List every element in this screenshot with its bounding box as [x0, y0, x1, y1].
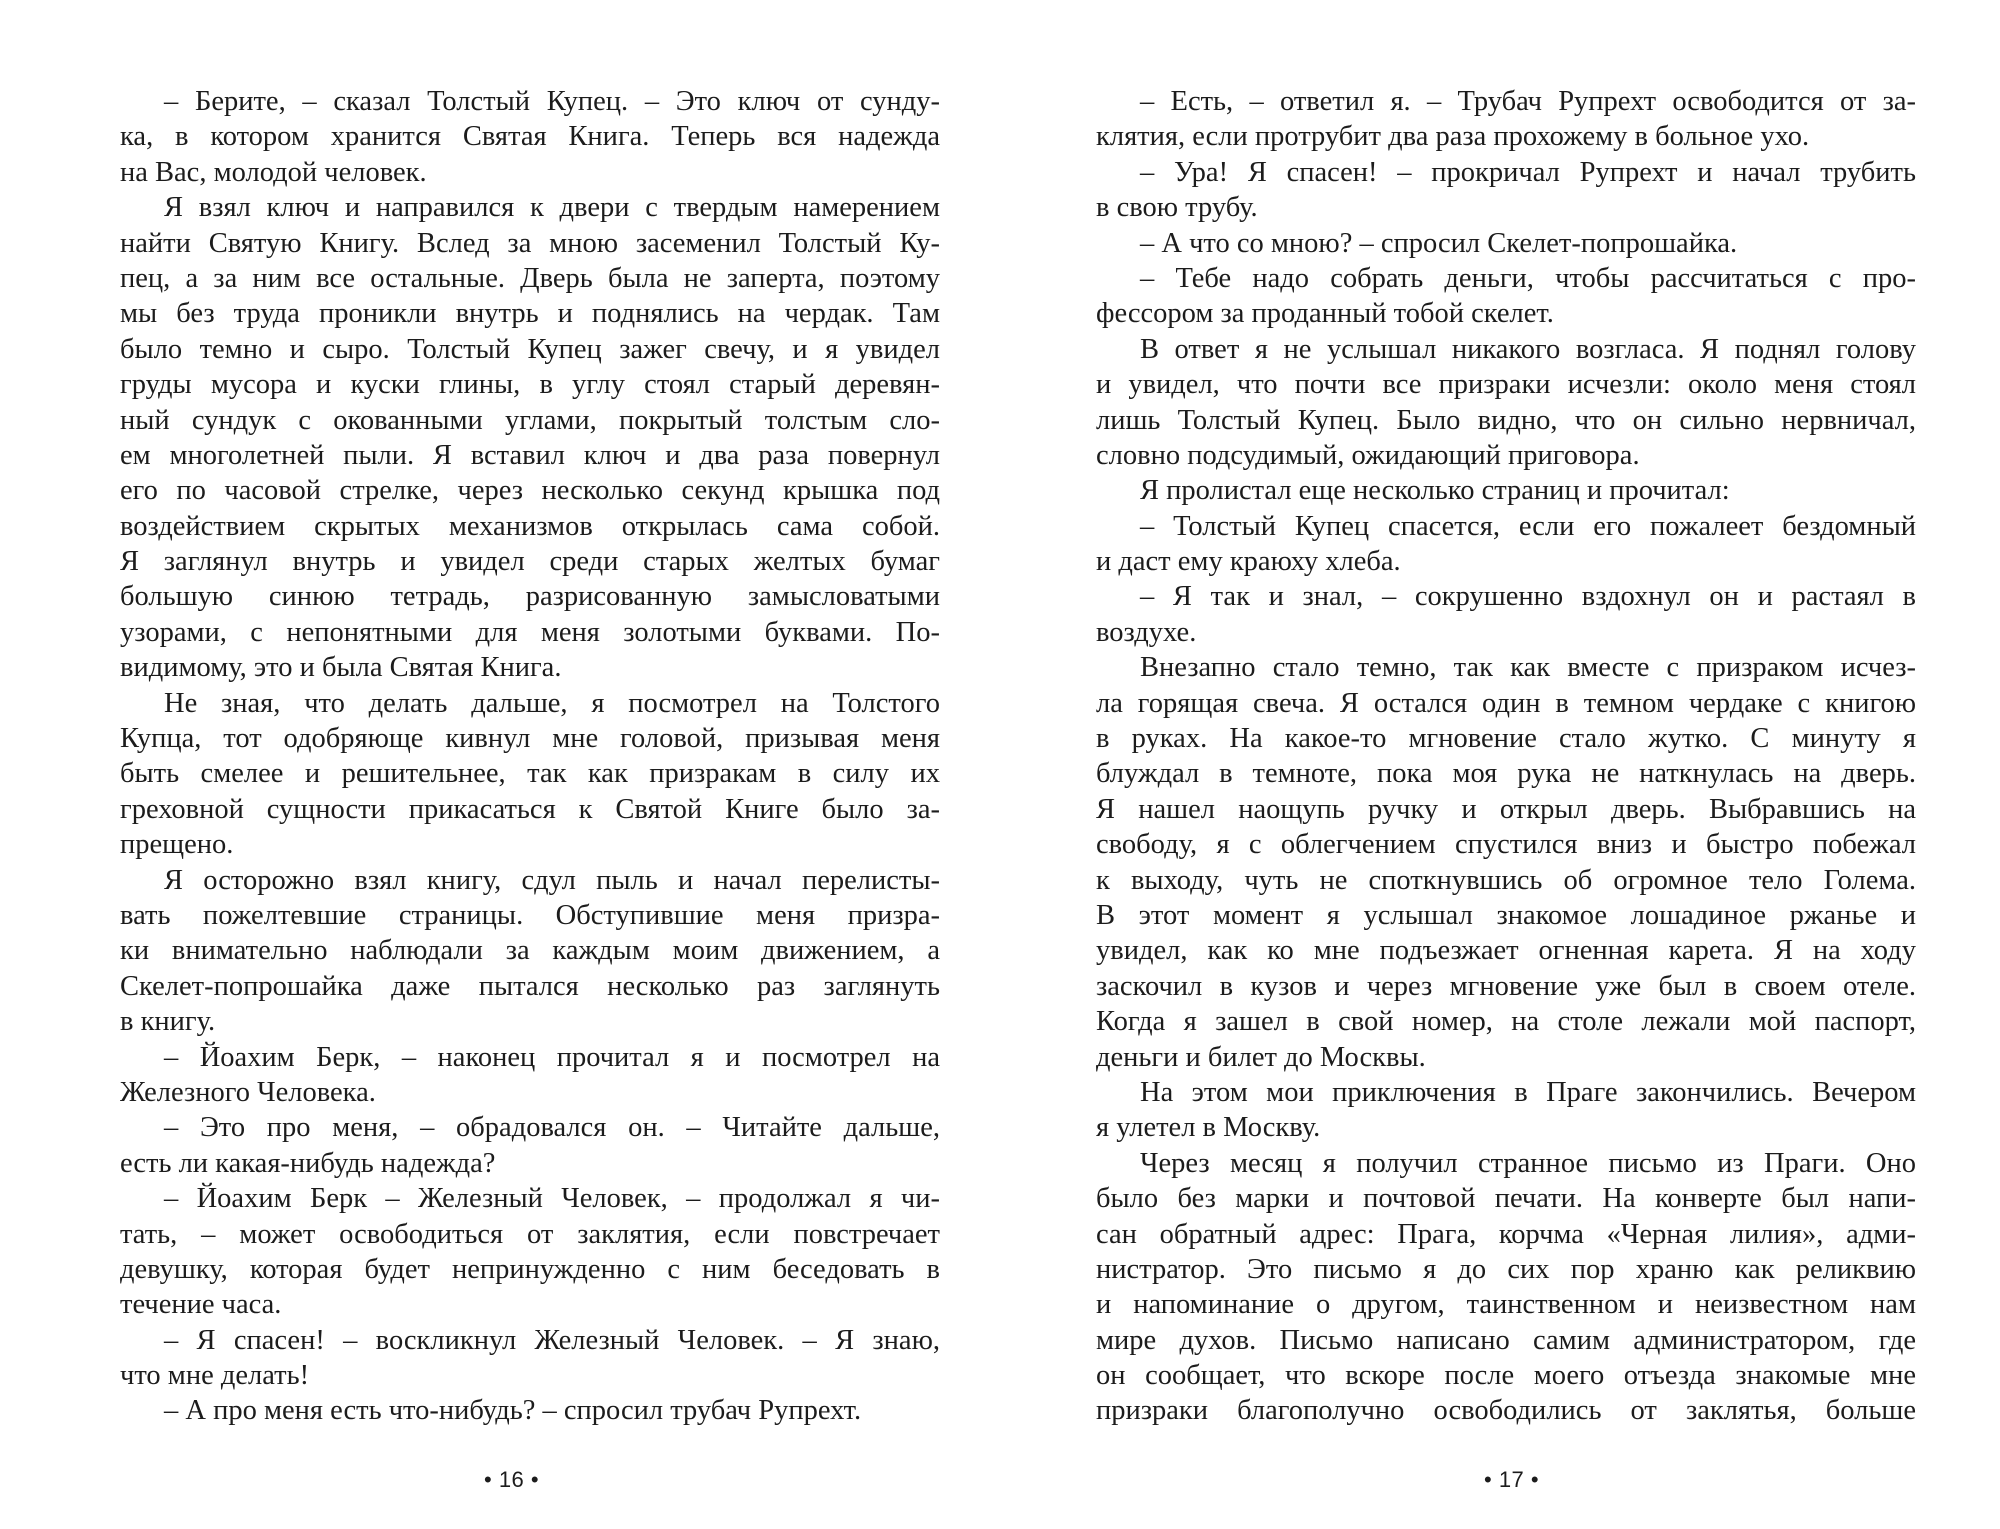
text-line: ла горящая свеча. Я остался один в темном чердаке с книгою — [1096, 687, 1916, 719]
text-line: – А про меня есть что-нибудь? – спросил трубач Рупрехт. — [164, 1395, 862, 1427]
text-line: и напоминание о другом, таинственном и неизвестном нам — [1096, 1289, 1916, 1321]
text-line: в свою трубу. — [1096, 192, 1258, 224]
text-line: ка, в котором хранится Святая Книга. Теперь вся надежда — [120, 121, 940, 153]
text-line: и даст ему краюху хлеба. — [1096, 546, 1401, 578]
text-line: – Йоахим Берк, – наконец прочитал я и посмотрел на — [164, 1041, 940, 1073]
text-line: сан обратный адрес: Прага, корчма «Черная лилия», адми- — [1096, 1218, 1916, 1250]
text-line: он сообщает, что вскоре после моего отъезда знакомые мне — [1096, 1360, 1916, 1392]
text-line: – Я спасен! – воскликнул Железный Человек. – Я знаю, — [164, 1324, 940, 1356]
text-line: Я осторожно взял книгу, сдул пыль и начал перелисты- — [164, 864, 940, 896]
text-line: мире духов. Письмо написано самим администратором, где — [1096, 1324, 1916, 1356]
text-line: быть смелее и решительнее, так как призракам в силу их — [120, 758, 940, 790]
text-line: видимому, это и была Святая Книга. — [120, 652, 562, 684]
text-line: воздействием скрытых механизмов открылась сама собой. — [120, 510, 940, 542]
right-page-text — [1096, 84, 1916, 1429]
text-line: Я заглянул внутрь и увидел среди старых желтых бумаг — [120, 546, 940, 578]
text-line: увидел, как ко мне подъезжает огненная карета. Я на ходу — [1096, 935, 1916, 967]
text-line: ем многолетней пыли. Я вставил ключ и два раза повернул — [120, 439, 940, 471]
text-line: В этот момент я услышал знакомое лошадиное ржанье и — [1096, 899, 1916, 931]
text-line: и увидел, что почти все призраки исчезли: около меня стоял — [1096, 369, 1916, 401]
text-line: блуждал в темноте, пока моя рука не наткнулась на дверь. — [1096, 758, 1916, 790]
text-line: тать, – может освободиться от заклятия, если повстречает — [120, 1218, 940, 1250]
text-line: в книгу. — [120, 1006, 216, 1038]
text-line: девушку, которая будет непринужденно с ним беседовать в — [120, 1253, 940, 1285]
text-line: мы без труда проникли внутрь и поднялись на чердак. Там — [120, 298, 940, 330]
text-line: – Тебе надо собрать деньги, чтобы рассчитаться с про- — [1140, 262, 1916, 294]
text-line: течение часа. — [120, 1289, 282, 1321]
text-line: – Это про меня, – обрадовался он. – Читайте дальше, — [164, 1112, 940, 1144]
text-line: прещено. — [120, 829, 234, 861]
text-line: Скелет-попрошайка даже пытался несколько раз заглянуть — [120, 970, 940, 1002]
text-line: найти Святую Книгу. Вслед за мною засеменил Толстый Ку- — [120, 227, 940, 259]
text-line: – А что со мною? – спросил Скелет-попрошайка. — [1140, 227, 1738, 259]
text-line: – Есть, – ответил я. – Трубач Рупрехт освободится от за- — [1140, 86, 1916, 117]
left-page-text — [120, 84, 940, 1429]
text-line: Через месяц я получил странное письмо из Праги. Оно — [1140, 1147, 1916, 1179]
text-line: Железного Человека. — [120, 1076, 376, 1108]
text-line: На этом мои приключения в Праге закончились. Вечером — [1140, 1076, 1916, 1108]
text-line: клятия, если протрубит два раза прохожему в больное ухо. — [1096, 121, 1810, 153]
text-line: вать пожелтевшие страницы. Обступившие меня призра- — [120, 899, 940, 931]
text-line: Я взял ключ и направился к двери с твердым намерением — [164, 192, 940, 224]
text-line: деньги и билет до Москвы. — [1096, 1041, 1426, 1073]
text-line: есть ли какая-нибудь надежда? — [120, 1147, 496, 1179]
text-line: – Ура! Я спасен! – прокричал Рупрехт и начал трубить — [1140, 156, 1916, 188]
text-line: я улетел в Москву. — [1096, 1112, 1321, 1144]
text-line: большую синюю тетрадь, разрисованную замысловатыми — [120, 581, 940, 613]
page-number-left: • 16 • — [484, 1467, 540, 1492]
text-line: словно подсудимый, ожидающий приговора. — [1096, 439, 1640, 471]
text-line: фессором за проданный тобой скелет. — [1096, 298, 1554, 330]
text-line: нистратор. Это письмо я до сих пор храню как реликвию — [1096, 1253, 1916, 1285]
text-line: Я нашел наощупь ручку и открыл дверь. Выбравшись на — [1096, 793, 1916, 825]
text-line: Я пролистал еще несколько страниц и прочитал: — [1140, 475, 1730, 507]
text-line: пец, а за ним все остальные. Дверь была не заперта, поэтому — [120, 262, 940, 294]
text-line: лишь Толстый Купец. Было видно, что он сильно нервничал, — [1096, 404, 1916, 436]
text-line: что мне делать! — [120, 1360, 310, 1392]
text-line: – Толстый Купец спасется, если его пожалеет бездомный — [1140, 510, 1916, 542]
text-line: Когда я зашел в свой номер, на столе лежали мой паспорт, — [1096, 1006, 1916, 1038]
text-line: к выходу, чуть не споткнувшись об огромное тело Голема. — [1096, 864, 1916, 896]
text-line: в руках. На какое-то мгновение стало жутко. С минуту я — [1096, 723, 1916, 755]
text-line: груды мусора и куски глины, в углу стоял старый деревян- — [120, 369, 940, 401]
text-line: Купца, тот одобряюще кивнул мне головой, призывая меня — [120, 723, 940, 755]
page-number-right: • 17 • — [1484, 1467, 1540, 1492]
text-line: – Я так и знал, – сокрушенно вздохнул он и растаял в — [1140, 581, 1916, 613]
text-line: воздухе. — [1096, 616, 1197, 648]
text-line: греховной сущности прикасаться к Святой Книге было за- — [120, 793, 940, 825]
text-line: – Йоахим Берк – Железный Человек, – продолжал я чи- — [164, 1183, 940, 1215]
text-line: его по часовой стрелке, через несколько секунд крышка под — [120, 475, 940, 507]
text-line: Не зная, что делать дальше, я посмотрел на Толстого — [164, 687, 940, 719]
text-line: призраки благополучно освободились от заклятья, больше — [1096, 1395, 1916, 1427]
text-line: на Вас, молодой человек. — [120, 156, 427, 188]
text-line: заскочил в кузов и через мгновение уже был в своем отеле. — [1096, 970, 1916, 1002]
text-line: было темно и сыро. Толстый Купец зажег свечу, и я увидел — [120, 333, 940, 365]
text-line: – Берите, – сказал Толстый Купец. – Это ключ от сунду- — [164, 86, 940, 117]
text-line: Внезапно стало темно, так как вместе с призраком исчез- — [1140, 652, 1916, 684]
text-line: В ответ я не услышал никакого возгласа. Я поднял голову — [1140, 333, 1916, 365]
text-line: было без марки и почтовой печати. На конверте был напи- — [1096, 1183, 1916, 1215]
text-line: свободу, я с облегчением спустился вниз и быстро побежал — [1096, 829, 1916, 861]
text-line: узорами, с непонятными для меня золотыми буквами. По- — [120, 616, 940, 648]
text-line: ный сундук с окованными углами, покрытый толстым сло- — [120, 404, 940, 436]
text-line: ки внимательно наблюдали за каждым моим движением, а — [120, 935, 940, 967]
